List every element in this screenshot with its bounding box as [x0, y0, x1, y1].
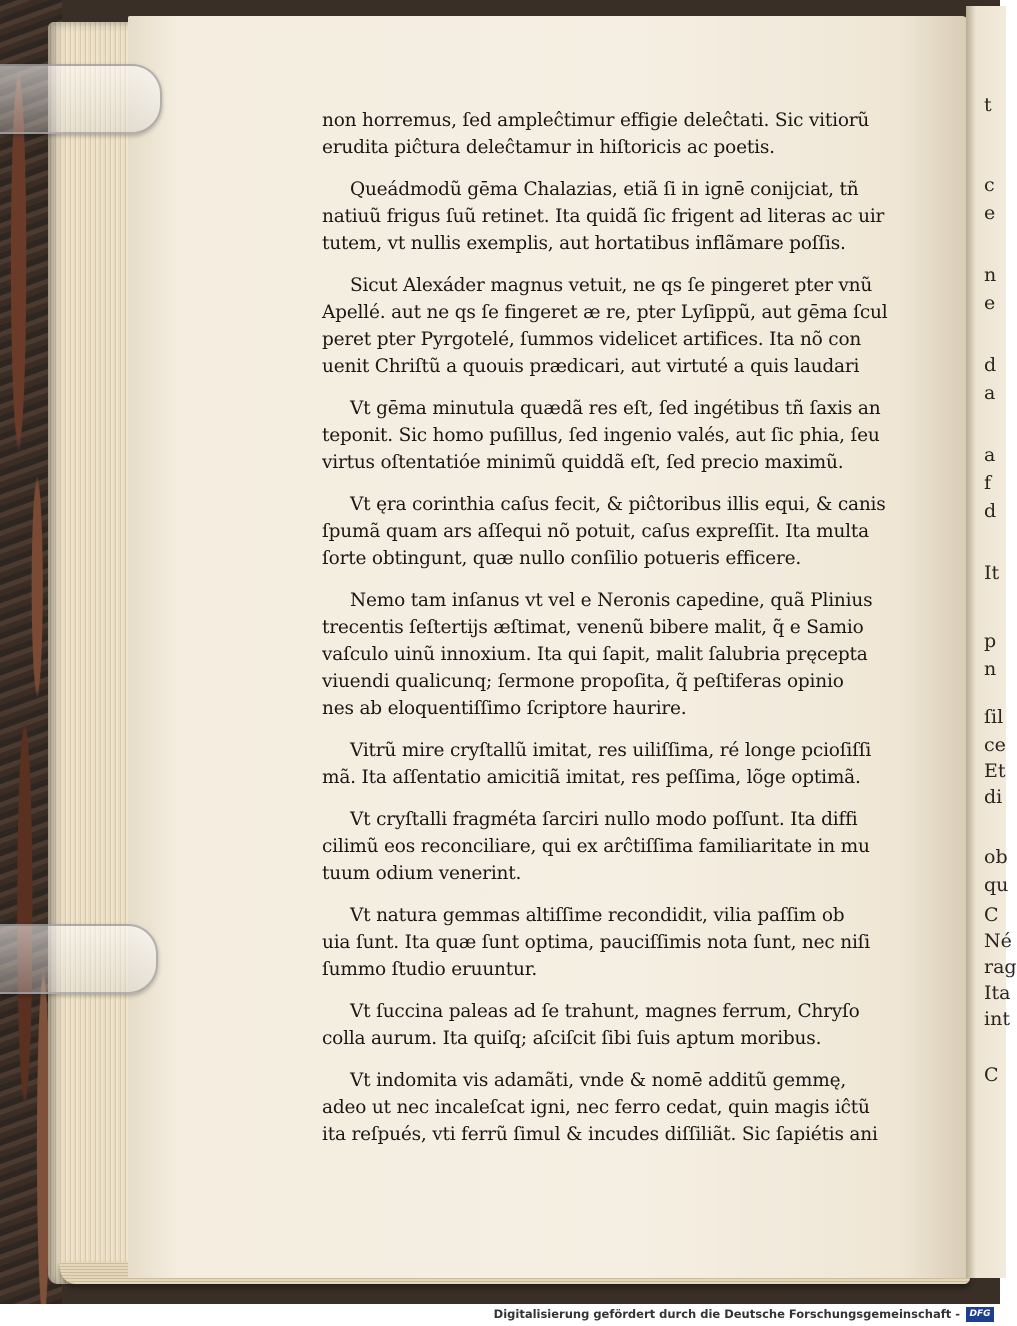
right-page-fragment: Né — [984, 930, 1012, 952]
text-line: tuum odium venerint. — [322, 863, 522, 884]
text-line: ſpumã quam ars aſſequi nõ potuit, caſus expreſſit. Ita multa — [322, 521, 869, 542]
paragraph — [322, 107, 920, 161]
right-page-fragment: e — [984, 202, 996, 224]
right-page-fragment: a — [984, 444, 996, 466]
right-page-sliver — [966, 6, 1017, 1278]
page-edge-stack — [48, 22, 136, 1284]
paragraph — [322, 395, 920, 476]
right-page-fragment: p — [984, 630, 997, 652]
text-line: uia ſunt. Ita quæ ſunt optima, pauciſſimis nota ſunt, nec niſi — [322, 932, 871, 953]
right-page-fragment: ob — [984, 846, 1008, 868]
right-page-fragment: a — [984, 382, 996, 404]
paragraph — [322, 806, 920, 887]
right-page-fragment: rag — [984, 956, 1017, 978]
right-page-fragment: C — [984, 904, 999, 926]
right-page-fragment: d — [984, 500, 997, 522]
right-page-fragment: C — [984, 1064, 999, 1086]
text-line: adeo ut nec incaleſcat igni, nec ferro cedat, quin magis iĉtũ — [322, 1097, 870, 1118]
text-line: Vt gēma minutula quædã res eſt, ſed ingétibus tñ ſaxis an — [350, 398, 881, 419]
text-line: tutem, vt nullis exemplis, aut hortatibus inflãmare poſſis. — [322, 233, 846, 254]
transparent-clip-top — [0, 64, 162, 134]
right-page-fragment: n — [984, 658, 997, 680]
paragraph — [322, 491, 920, 572]
right-page-fragment: d — [984, 354, 997, 376]
text-line: mã. Ita aſſentatio amicitiã imitat, res peſſima, lõge optimã. — [322, 767, 861, 788]
right-page-fragment: di — [984, 786, 1003, 808]
text-line: uenit Chriſtũ a quouis prædicari, aut virtuté a quis laudari — [322, 356, 860, 377]
right-page-fragment: It — [984, 562, 1000, 584]
paragraph — [322, 902, 920, 983]
text-line: Vt ęra corinthia caſus fecit, & piĉtoribus illis equi, & canis — [350, 494, 886, 515]
text-line: erudita piĉtura deleĉtamur in hiſtoricis ac poetis. — [322, 137, 775, 158]
text-line: vaſculo uinũ innoxium. Ita qui ſapit, malit ſalubria pręcepta — [322, 644, 868, 665]
paragraph — [322, 587, 920, 722]
paragraph — [322, 737, 920, 791]
right-page-fragment: ce — [984, 734, 1006, 756]
right-page-fragment: int — [984, 1008, 1010, 1030]
right-page-fragment: qu — [984, 874, 1009, 896]
text-line: non horremus, ſed ampleĉtimur effigie deleĉtati. Sic vitiorũ — [322, 110, 870, 131]
text-line: ſummo ſtudio eruuntur. — [322, 959, 538, 980]
text-line: natiuũ frigus ſuũ retinet. Ita quidã ſic frigent ad literas ac uir — [322, 206, 885, 227]
footer-bar — [0, 1304, 1000, 1326]
right-page-fragment: f — [984, 472, 992, 494]
text-line: teponit. Sic homo puſillus, ſed ingenio valés, aut ſic phia, ſeu — [322, 425, 880, 446]
right-page-fragment: Ita — [984, 982, 1011, 1004]
paragraph — [322, 1067, 920, 1148]
text-line: colla aurum. Ita quiſq; aſciſcit ſibi ſuis aptum moribus. — [322, 1028, 822, 1049]
text-line: virtus oſtentatióe minimũ quiddã eſt, ſed precio maximũ. — [322, 452, 844, 473]
text-line: Vt cryſtalli fragméta ſarciri nullo modo poſſunt. Ita diffi — [350, 809, 858, 830]
text-line: viuendi qualicunq; ſermone propoſita, q̃ peſtiferas opinio — [322, 671, 844, 692]
right-page-fragment: n — [984, 264, 997, 286]
text-line: Vt indomita vis adamãti, vnde & nomē additũ gemmę, — [350, 1070, 846, 1091]
right-page-fragment: Et — [984, 760, 1006, 782]
text-line: peret pter Pyrgotelé, ſummos videlicet artifices. Ita nõ con — [322, 329, 862, 350]
dfg-logo: DFG — [966, 1307, 994, 1322]
text-line: Apellé. aut ne qs ſe fingeret æ re, pter Lyſippũ, aut gēma ſcul — [322, 302, 888, 323]
paragraph — [322, 998, 920, 1052]
transparent-clip-bottom — [0, 924, 158, 994]
right-page-fragment: ſil — [984, 706, 1004, 728]
paragraph — [322, 272, 920, 380]
text-line: nes ab eloquentiſſimo ſcriptore haurire. — [322, 698, 687, 719]
text-line: ſorte obtingunt, quæ nullo conſilio potueris efficere. — [322, 548, 802, 569]
text-line: Vitrũ mire cryſtallũ imitat, res uiliſſima, ré longe pcioſiſſi — [350, 740, 872, 761]
text-line: cilimũ eos reconciliare, qui ex arĉtiſſima familiaritate in mu — [322, 836, 870, 857]
text-line: ita reſpués, vti ferrũ ſimul & incudes diſſiliãt. Sic ſapiétis ani — [322, 1124, 878, 1145]
page-text — [322, 107, 920, 1163]
text-line: Vt natura gemmas altiſſime recondidit, vilia paſſim ob — [350, 905, 845, 926]
right-page-fragment: e — [984, 292, 996, 314]
text-line: Vt ſuccina paleas ad ſe trahunt, magnes ferrum, Chryſo — [350, 1001, 860, 1022]
right-page-fragment: t — [984, 94, 992, 116]
text-line: Sicut Alexáder magnus vetuit, ne qs ſe pingeret pter vnũ — [350, 275, 873, 296]
text-line: trecentis ſeſtertijs æſtimat, venenũ bibere malit, q̃ e Samio — [322, 617, 864, 638]
text-line: Queádmodũ gēma Chalazias, etiã ſi in ignē conijciat, tñ — [350, 179, 859, 200]
footer-credit: Digitalisierung gefördert durch die Deutsche Forschungsgemeinschaft - — [493, 1307, 960, 1321]
right-page-fragment: c — [984, 174, 995, 196]
text-line: Nemo tam inſanus vt vel e Neronis capedine, quã Plinius — [350, 590, 873, 611]
paragraph — [322, 176, 920, 257]
